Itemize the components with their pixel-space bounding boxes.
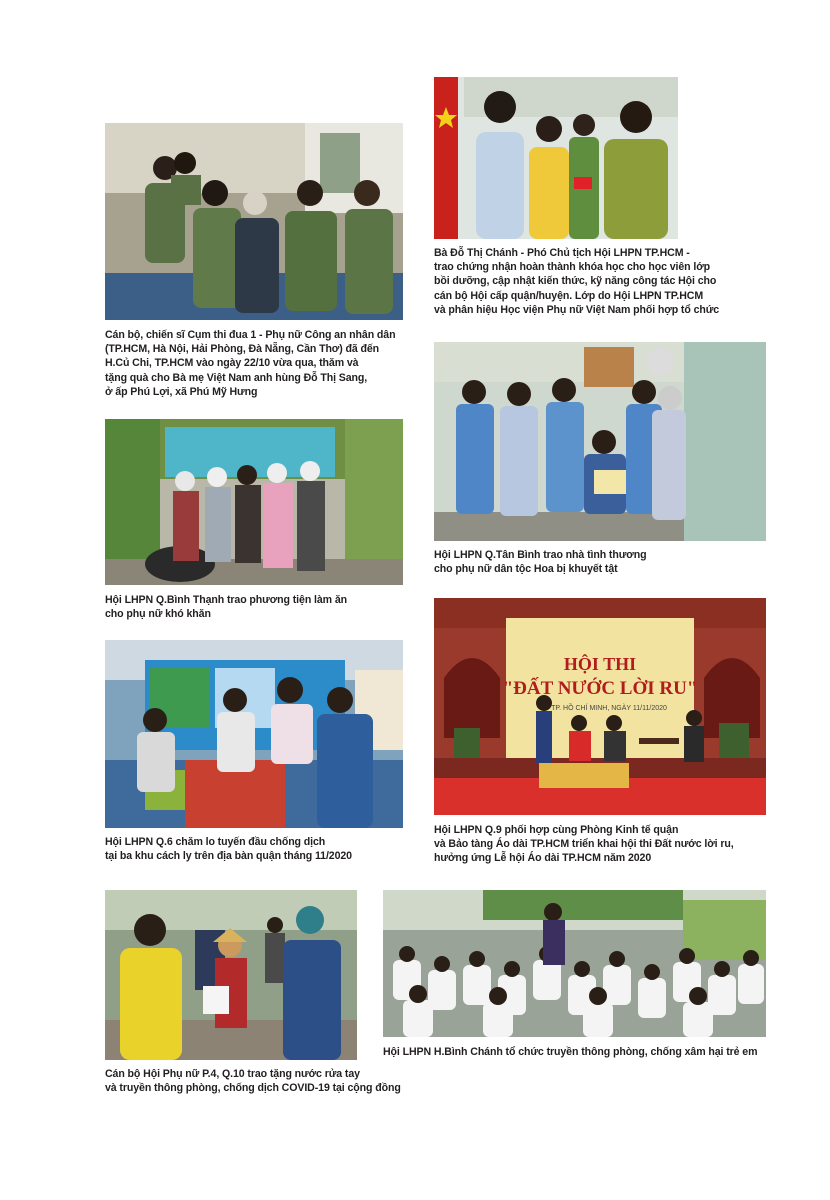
photo-icon bbox=[105, 419, 403, 585]
photo-icon bbox=[434, 598, 766, 815]
caption-certificate-ceremony: Bà Đỗ Thị Chánh - Phó Chủ tịch Hội LHPN TP.HCM - trao chứng nhận hoàn thành khóa học cho học viên lớp bồi dưỡng, cập nhật kiến thức, kỹ năng công tác Hội cho cán bộ Hội cấp quận/huyện. Lớp do Hội LHPN TP.HCM và phân hiệu Học viện Phụ nữ Việt Nam phối hợp tổ chức bbox=[434, 247, 720, 316]
photo-icon bbox=[105, 640, 403, 828]
banner-title-line2: "ĐẤT NƯỚC LỜI RU" bbox=[502, 678, 698, 699]
caption-district9-contest: Hội LHPN Q.9 phối hợp cùng Phòng Kinh tế quận và Bảo tàng Áo dài TP.HCM triển khai hội thi Đất nước lời ru, hưởng ứng Lễ hội Áo dài TP.HCM năm 2020 bbox=[434, 824, 734, 865]
photo-icon bbox=[105, 123, 403, 320]
photo-ward4-handwash bbox=[105, 890, 357, 1060]
photo-icon bbox=[434, 77, 678, 239]
photo-icon bbox=[434, 342, 766, 541]
caption-police-women-visit: Cán bộ, chiến sĩ Cụm thi đua 1 - Phụ nữ Công an nhân dân (TP.HCM, Hà Nội, Hải Phòng, Đà Nẵng, Cần Thơ) đã đến H.Củ Chi, TP.HCM vào ngày 22/10 vừa qua, thăm và tặng quà cho Bà mẹ Việt Nam anh hùng Đỗ Thị Sang, ở ấp Phú Lợi, xã Phú Mỹ Hưng bbox=[105, 329, 396, 398]
caption-district6-covid: Hội LHPN Q.6 chăm lo tuyến đầu chống dịch tại ba khu cách ly trên địa bàn quận tháng 11/2020 bbox=[105, 836, 352, 863]
caption-ward4-handwash: Cán bộ Hội Phụ nữ P.4, Q.10 trao tặng nước rửa tay và truyền thông phòng, chống dịch COVID-19 tại cộng đồng bbox=[105, 1068, 401, 1095]
photo-binh-thanh-vehicle bbox=[105, 419, 403, 585]
caption-tan-binh-house: Hội LHPN Q.Tân Bình trao nhà tình thương cho phụ nữ dân tộc Hoa bị khuyết tật bbox=[434, 549, 647, 576]
banner-subtitle: TP. HỒ CHÍ MINH, NGÀY 11/11/2020 bbox=[551, 705, 667, 712]
photo-police-women-visit bbox=[105, 123, 403, 320]
caption-binh-chanh-students: Hội LHPN H.Bình Chánh tổ chức truyền thông phòng, chống xâm hại trẻ em bbox=[383, 1046, 758, 1058]
photo-icon bbox=[105, 890, 357, 1060]
photo-certificate-ceremony bbox=[434, 77, 678, 239]
photo-binh-chanh-students bbox=[383, 890, 766, 1037]
photo-tan-binh-house bbox=[434, 342, 766, 541]
photo-district6-covid bbox=[105, 640, 403, 828]
photo-district9-contest bbox=[434, 598, 766, 815]
banner-title-line1: HỘI THI bbox=[563, 654, 637, 674]
caption-binh-thanh-vehicle: Hội LHPN Q.Bình Thạnh trao phương tiện làm ăn cho phụ nữ khó khăn bbox=[105, 594, 347, 621]
photo-icon bbox=[383, 890, 766, 1037]
